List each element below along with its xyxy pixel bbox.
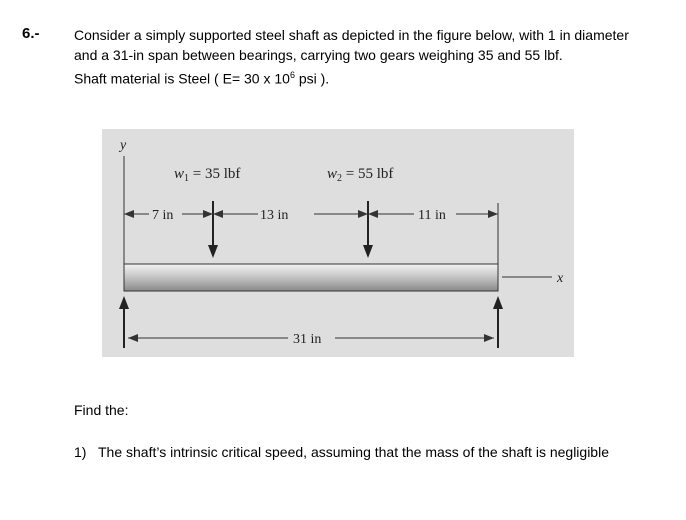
problem-line-3 [74, 65, 674, 89]
problem-line-3-suffix: psi ). [294, 70, 330, 87]
right-reaction-arrow [493, 296, 503, 348]
shaft-figure [102, 129, 574, 357]
svg-text:7 in: 7 in [152, 208, 174, 223]
shaft-diagram [102, 129, 574, 357]
svg-text:11 in: 11 in [418, 208, 446, 223]
dimension-7in [124, 208, 213, 223]
dimension-11in [368, 208, 498, 223]
problem-statement [74, 25, 674, 89]
svg-text:13 in: 13 in [260, 208, 289, 223]
svg-text:31 in: 31 in [293, 332, 322, 347]
load-w1-label: $w_1 = 35$ lbf [174, 166, 241, 184]
left-reaction-arrow [119, 296, 129, 348]
question-number: 6.- [22, 25, 40, 42]
dimension-span [128, 332, 494, 347]
problem-line-1: Consider a simply supported steel shaft as depicted in the figure below, with 1 in diameter [74, 27, 629, 43]
shaft [124, 264, 498, 291]
y-axis-label: y [120, 138, 127, 153]
problem-line-3-prefix: Shaft material is Steel ( E= 30 x 10 [74, 70, 290, 87]
dimension-13in [213, 208, 368, 223]
load-w2-label: $w_2 = 55$ lbf [327, 166, 394, 184]
task-text: The shaft’s intrinsic critical speed, assuming that the mass of the shaft is negligible [98, 444, 609, 460]
task-item [74, 444, 609, 460]
load-w1-arrow [208, 201, 218, 258]
exponent: 6 [289, 70, 295, 80]
problem-line-2: and a 31-in span between bearings, carrying two gears weighing 35 and 55 lbf. [74, 47, 563, 63]
x-axis-label: x [557, 271, 564, 286]
task-number: 1) [74, 444, 87, 460]
find-label: Find the: [74, 402, 129, 418]
load-w2-arrow [363, 201, 373, 258]
